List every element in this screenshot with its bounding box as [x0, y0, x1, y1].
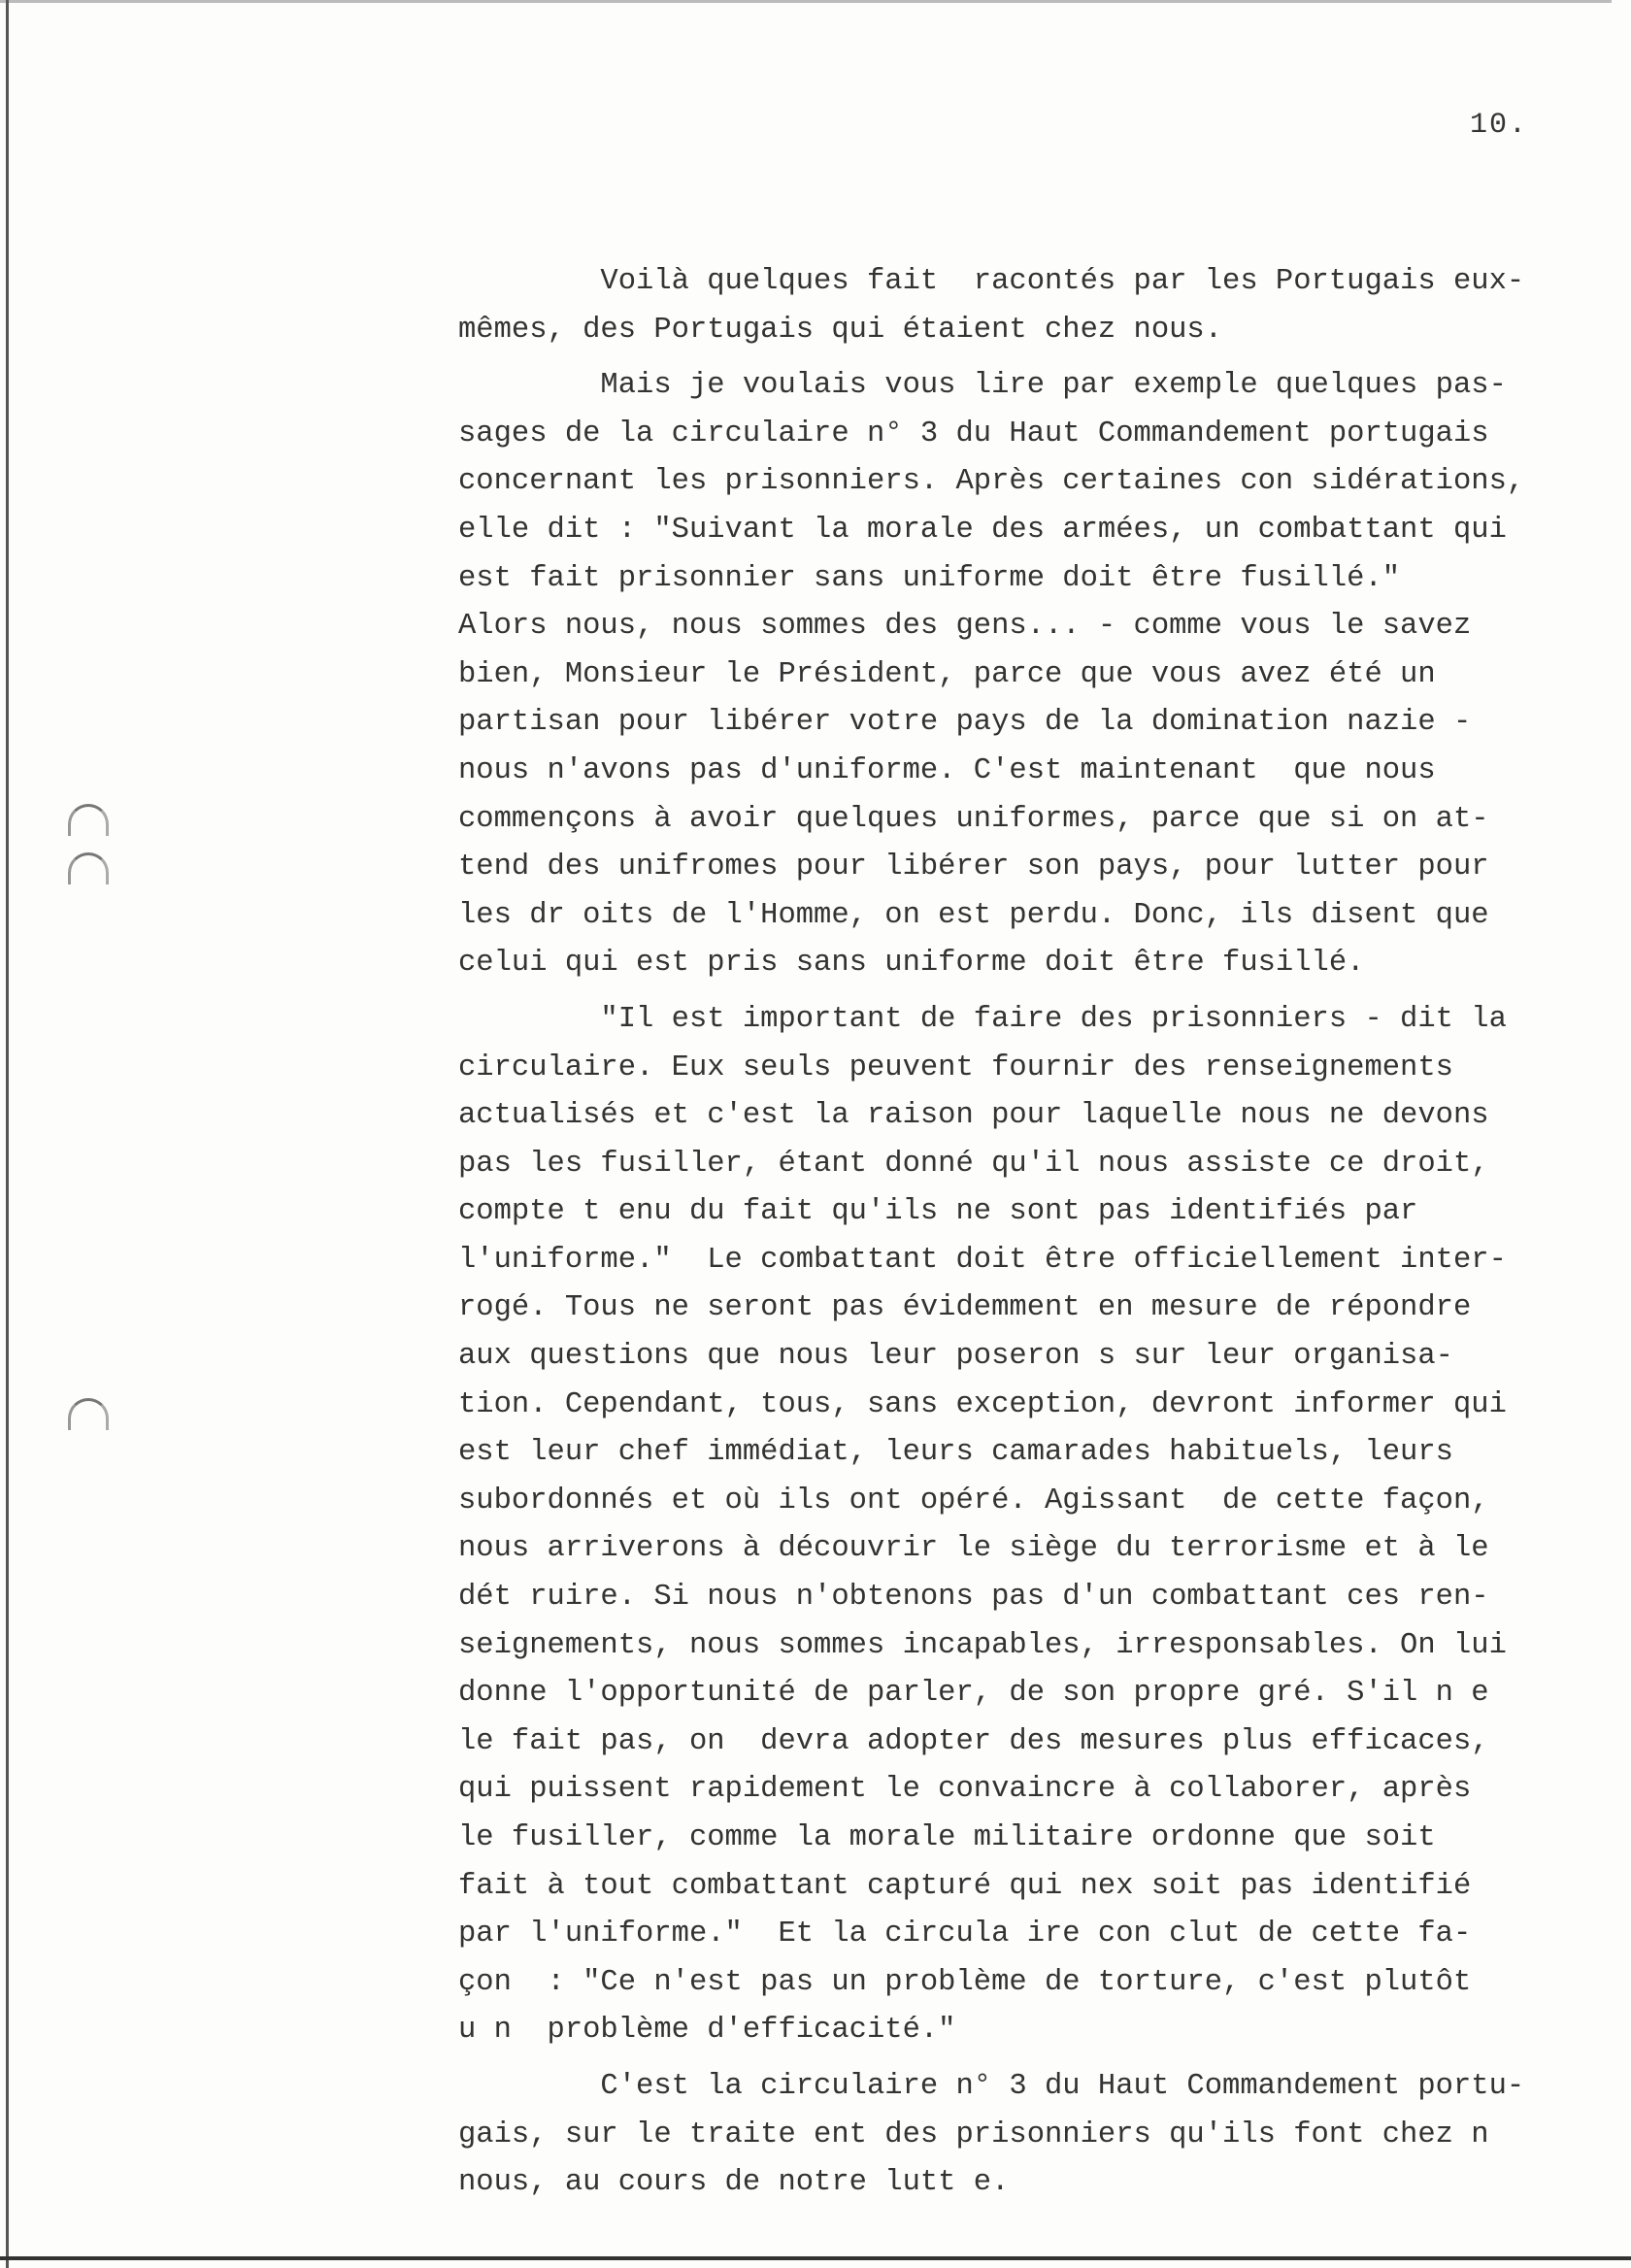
text-line: donne l'opportunité de parler, de son propre gré. S'il n e — [458, 1677, 1489, 1711]
text-line: "Il est important de faire des prisonniers - dit la — [458, 1002, 1507, 1036]
text-line: seignements, nous sommes incapables, irresponsables. On lui — [458, 1628, 1507, 1662]
punch-hole-icon — [68, 1398, 109, 1430]
text-line: fait à tout combattant capturé qui nex soit pas identifié — [458, 1869, 1472, 1903]
text-line: compte t enu du fait qu'ils ne sont pas identifiés par — [458, 1195, 1418, 1229]
text-line: mêmes, des Portugais qui étaient chez nous. — [458, 313, 1223, 347]
paragraph — [458, 2063, 1604, 2208]
text-line: circulaire. Eux seuls peuvent fournir des renseignements — [458, 1051, 1453, 1084]
text-line: nous arriverons à découvrir le siège du terrorisme et à le — [458, 1532, 1489, 1566]
page-bottom-edge — [0, 2256, 1631, 2260]
text-line: sages de la circulaire n° 3 du Haut Commandement portugais — [458, 417, 1489, 450]
text-line: par l'uniforme." Et la circula ire con clut de cette fa- — [458, 1918, 1472, 1951]
text-line: qui puissent rapidement le convaincre à collaborer, après — [458, 1773, 1472, 1807]
text-line: u n problème d'efficacité." — [458, 2014, 956, 2048]
text-line: C'est la circulaire n° 3 du Haut Commandement portu- — [458, 2069, 1525, 2103]
document-body — [458, 258, 1604, 2216]
text-line: tend des unifromes pour libérer son pays, pour lutter pour — [458, 850, 1489, 884]
page-number: 10. — [1470, 109, 1529, 142]
punch-hole-icon — [68, 804, 109, 836]
text-line: pas les fusiller, étant donné qu'il nous assiste ce droit, — [458, 1147, 1489, 1181]
paragraph — [458, 258, 1604, 354]
page-top-edge — [0, 0, 1612, 3]
text-line: commençons à avoir quelques uniformes, parce que si on at- — [458, 802, 1489, 836]
text-line: Alors nous, nous sommes des gens... - comme vous le savez — [458, 610, 1472, 644]
text-line: le fusiller, comme la morale militaire ordonne que soit — [458, 1821, 1436, 1854]
text-line: rogé. Tous ne seront pas évidemment en mesure de répondre — [458, 1291, 1472, 1325]
text-line: nous, au cours de notre lutt e. — [458, 2166, 1010, 2200]
text-line: l'uniforme." Le combattant doit être officiellement inter- — [458, 1243, 1507, 1277]
text-line: aux questions que nous leur poseron s sur leur organisa- — [458, 1340, 1453, 1374]
text-line: est fait prisonnier sans uniforme doit être fusillé." — [458, 561, 1401, 595]
text-line: est leur chef immédiat, leurs camarades habituels, leurs — [458, 1436, 1453, 1470]
paragraph — [458, 362, 1604, 988]
text-line: Voilà quelques fait racontés par les Portugais eux- — [458, 265, 1525, 298]
text-line: çon : "Ce n'est pas un problème de torture, c'est plutôt — [458, 1965, 1472, 1999]
text-line: subordonnés et où ils ont opéré. Agissant de cette façon, — [458, 1484, 1489, 1518]
text-line: elle dit : "Suivant la morale des armées, un combattant qui — [458, 513, 1507, 547]
paragraph — [458, 996, 1604, 2055]
punch-hole-icon — [68, 852, 109, 884]
text-line: concernant les prisonniers. Après certaines con sidérations, — [458, 465, 1525, 499]
text-line: nous n'avons pas d'uniforme. C'est maintenant que nous — [458, 753, 1436, 787]
page-left-edge — [6, 0, 9, 2268]
text-line: actualisés et c'est la raison pour laquelle nous ne devons — [458, 1099, 1489, 1133]
text-line: gais, sur le traite ent des prisonniers qu'ils font chez n — [458, 2118, 1489, 2151]
text-line: bien, Monsieur le Président, parce que vous avez été un — [458, 657, 1436, 691]
text-line: celui qui est pris sans uniforme doit être fusillé. — [458, 947, 1365, 981]
text-line: le fait pas, on devra adopter des mesures plus efficaces, — [458, 1724, 1489, 1758]
text-line: tion. Cependant, tous, sans exception, devront informer qui — [458, 1387, 1507, 1421]
text-line: dét ruire. Si nous n'obtenons pas d'un combattant ces ren- — [458, 1581, 1489, 1615]
text-line: les dr oits de l'Homme, on est perdu. Donc, ils disent que — [458, 898, 1489, 932]
text-line: Mais je voulais vous lire par exemple quelques pas- — [458, 369, 1507, 403]
text-line: partisan pour libérer votre pays de la domination nazie - — [458, 706, 1472, 740]
